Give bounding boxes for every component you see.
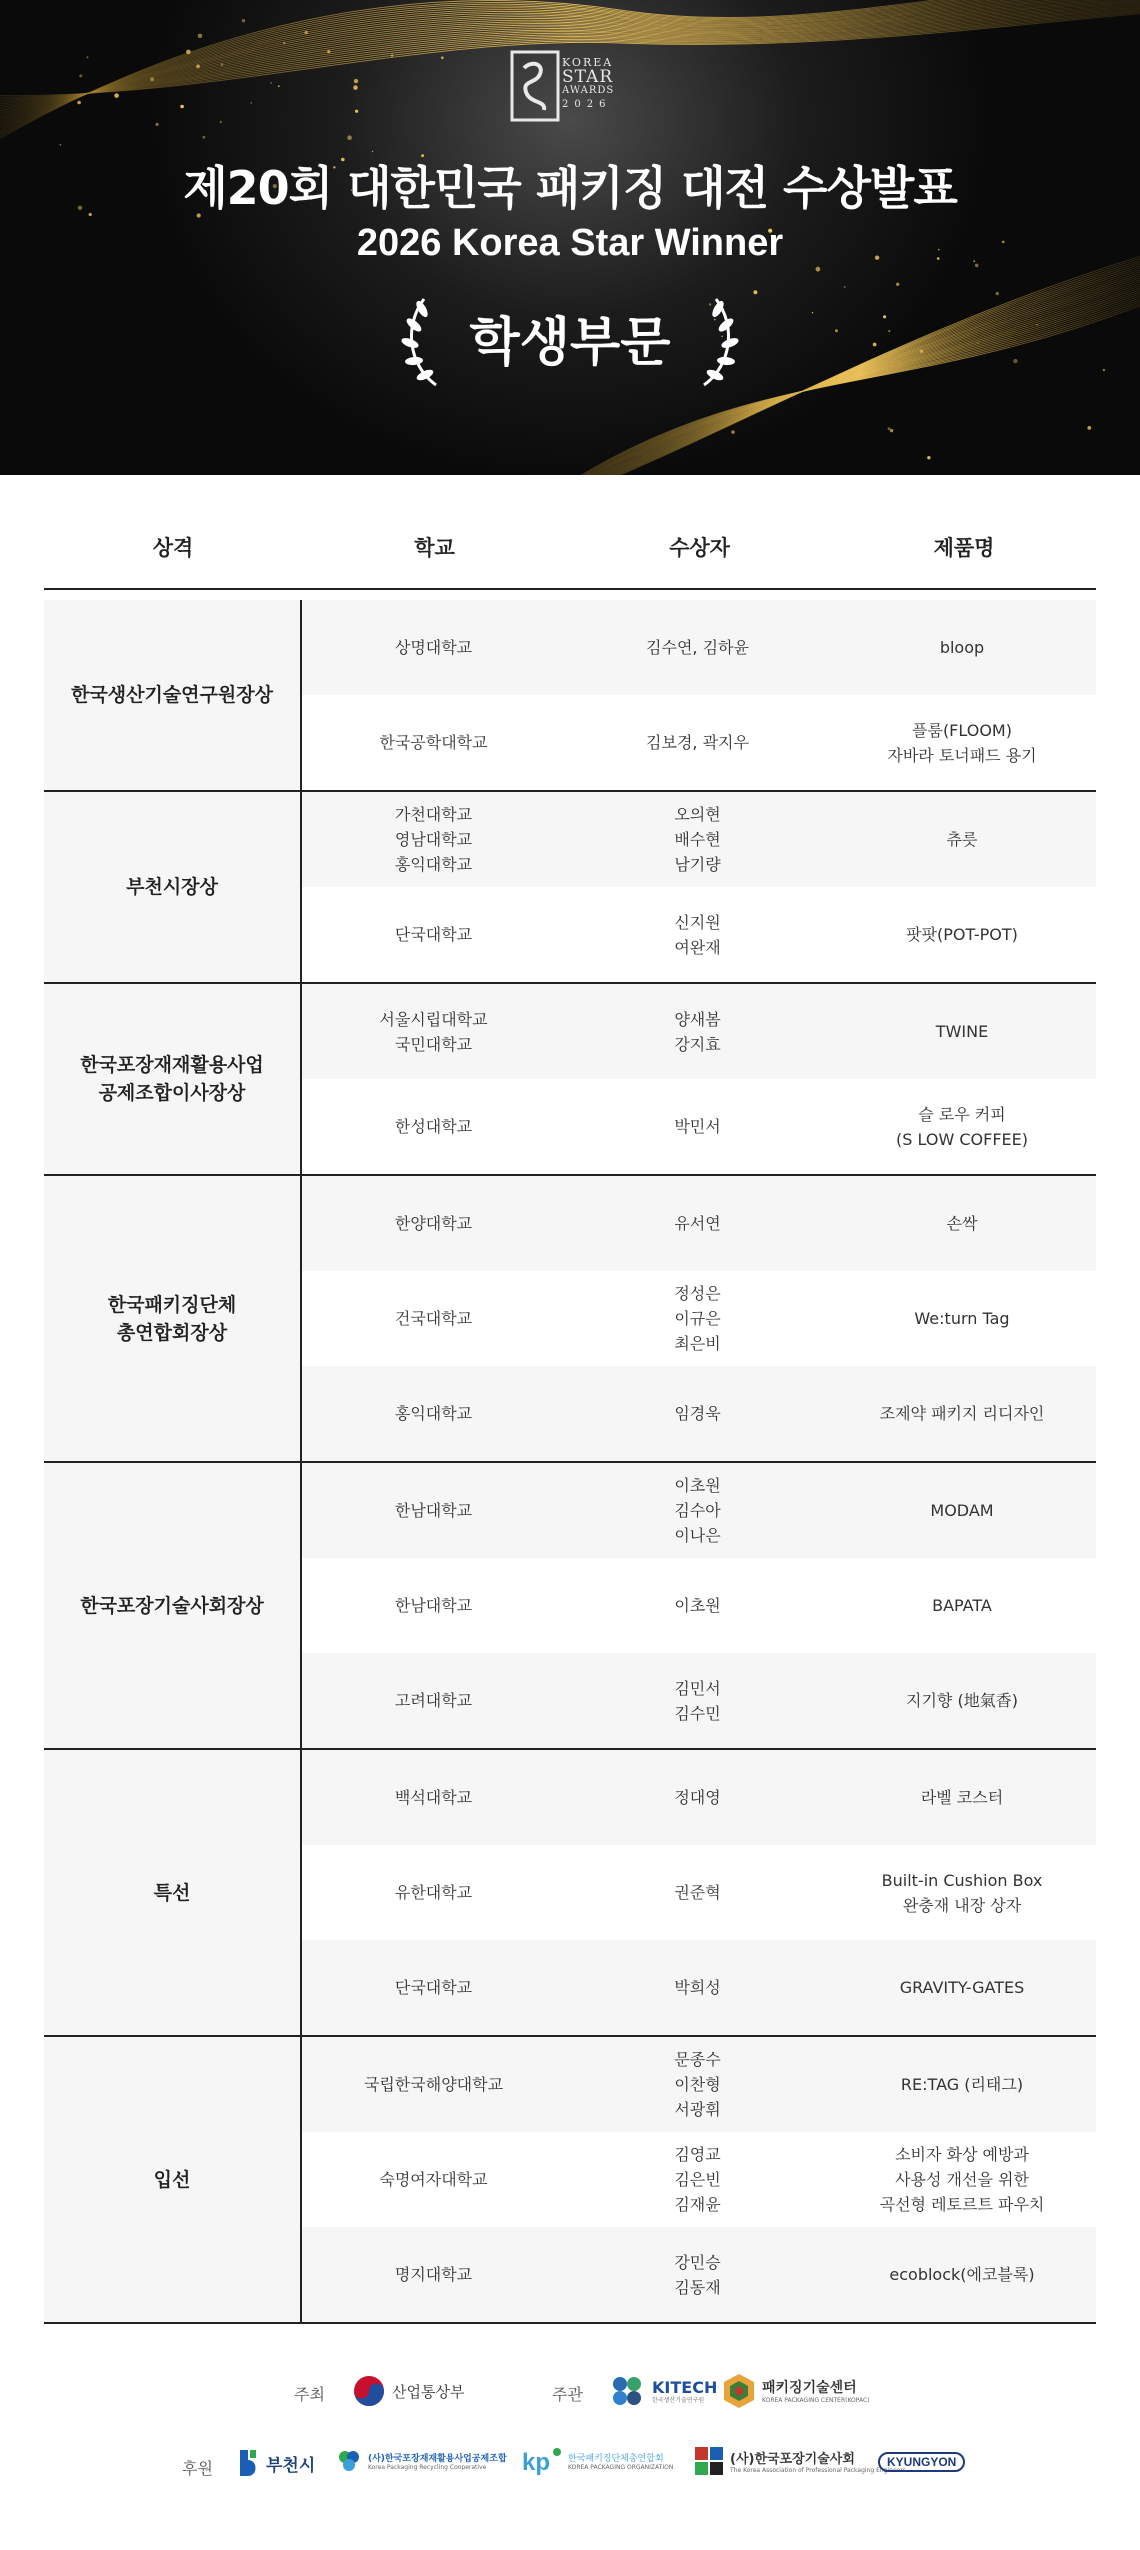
- kitech-icon: [608, 2372, 646, 2410]
- winner-cell: 이초원: [674, 1596, 721, 1615]
- sponsor-label: 후원: [182, 2459, 213, 2478]
- organizer-label: 주관: [552, 2385, 583, 2404]
- kyungyon-name: KYUNGYON: [887, 2455, 957, 2469]
- sparkle-dot: [186, 50, 191, 55]
- kpo-sub: KOREA PACKAGING ORGANIZATION: [568, 2463, 674, 2471]
- school-cell: 한국공학대학교: [379, 733, 488, 752]
- sparkle-dot: [888, 427, 891, 430]
- winner-cell: 권준혁: [674, 1883, 721, 1902]
- award-group: [44, 2037, 1096, 2324]
- product-cell: 팟팟(POT-POT): [906, 925, 1018, 944]
- school-cell: 고려대학교: [394, 1691, 473, 1710]
- school-cell: 숙명여자대학교: [379, 2170, 488, 2189]
- product-cell: Built-in Cushion Box 완충재 내장 상자: [881, 1870, 1043, 1915]
- sparkle-dot: [327, 50, 330, 53]
- sparkle-dot: [753, 290, 757, 294]
- kappe-icon: [694, 2446, 724, 2476]
- product-cell: MODAM: [930, 1501, 994, 1520]
- school-cell: 서울시립대학교 국민대학교: [379, 1009, 488, 1054]
- sparkle-dot: [391, 55, 393, 57]
- product-cell: 지기향 (地氣香): [906, 1691, 1018, 1710]
- sparkle-dot: [114, 93, 119, 98]
- school-cell: 건국대학교: [394, 1309, 473, 1328]
- sparkle-dot: [60, 144, 62, 146]
- table-row: [302, 600, 1096, 695]
- product-cell: RE:TAG (리태그): [900, 2075, 1024, 2094]
- sparkle-dot: [896, 283, 899, 286]
- header-winner: 수상자: [669, 535, 730, 560]
- taegeuk-icon: [352, 2374, 386, 2408]
- award-cell: 특선: [44, 1750, 302, 2035]
- table-body: [44, 600, 1096, 2324]
- school-cell: 단국대학교: [394, 1978, 473, 1997]
- sparkle-dot: [203, 136, 206, 139]
- sparkle-dot: [86, 56, 88, 58]
- footer-sponsors: [0, 2340, 1140, 2550]
- school-cell: 명지대학교: [394, 2265, 473, 2284]
- logo-text-year: 2026: [562, 99, 612, 110]
- product-cell: bloop: [939, 638, 985, 657]
- sponsor-kpo-logo: [522, 2446, 673, 2476]
- table-row: [302, 695, 1096, 790]
- bucheon-name: 부천시: [266, 2455, 316, 2476]
- header-school: 학교: [414, 535, 455, 560]
- kp-icon: [522, 2446, 562, 2476]
- star-emblem-icon: [510, 50, 560, 122]
- sparkle-dot: [392, 53, 393, 54]
- sparkle-dot: [844, 286, 846, 288]
- sparkle-dot: [278, 85, 280, 87]
- award-cell: 한국패키징단체 총연합회장상: [44, 1176, 302, 1461]
- winner-cell: 김수연, 김하윤: [646, 638, 749, 657]
- svg-text:kp: kp: [522, 2449, 551, 2476]
- sparkle-dot: [220, 121, 222, 123]
- organizer-kopac-logo: [722, 2372, 870, 2410]
- award-group: [44, 1750, 1096, 2037]
- school-cell: 백석대학교: [394, 1788, 473, 1807]
- kprc-sub: Korea Packaging Recycling Cooperative: [368, 2463, 487, 2471]
- product-cell: 조제약 패키지 리디자인: [879, 1404, 1045, 1423]
- winner-cell: 임경욱: [674, 1404, 721, 1423]
- table-row: [302, 887, 1096, 982]
- school-cell: 국립한국해양대학교: [363, 2075, 504, 2094]
- sparkle-dot: [731, 430, 734, 433]
- winner-cell: 신지원 여완재: [674, 912, 721, 957]
- table-row: [302, 2227, 1096, 2322]
- sparkle-dot: [353, 85, 358, 90]
- sparkle-dot: [1087, 426, 1091, 430]
- sparkle-dot: [283, 42, 285, 44]
- sponsor-kappe-logo: [694, 2446, 906, 2476]
- sparkle-dot: [890, 429, 893, 432]
- school-cell: 상명대학교: [394, 638, 473, 657]
- host-label: 주최: [294, 2385, 325, 2404]
- winner-cell: 오의현 배수현 남기량: [674, 805, 721, 874]
- logo-text-awards: AWARDS: [562, 85, 615, 96]
- product-cell: 슬 로우 커피 (S LOW COFFEE): [896, 1104, 1028, 1149]
- sparkle-dot: [927, 456, 930, 459]
- winner-cell: 유서연: [674, 1214, 721, 1233]
- winner-cell: 김영교 김은빈 김재윤: [674, 2145, 721, 2214]
- sparkle-dot: [198, 34, 203, 39]
- sparkle-dot: [996, 292, 999, 295]
- table-row: [302, 1079, 1096, 1174]
- kpo-name: 한국패키징단체총연합회: [568, 2453, 664, 2464]
- award-cell: 입선: [44, 2037, 302, 2322]
- table-row: [302, 1176, 1096, 1271]
- sparkle-dot: [271, 82, 272, 83]
- winners-table: [44, 505, 1096, 2324]
- school-cell: 유한대학교: [394, 1883, 473, 1902]
- school-cell: 가천대학교 영남대학교 홍익대학교: [394, 805, 473, 874]
- winner-cell: 이초원 김수아 이나은: [674, 1476, 721, 1545]
- table-row: [302, 792, 1096, 887]
- logo-text-korea: KOREA: [562, 56, 614, 69]
- product-cell: GRAVITY-GATES: [899, 1978, 1025, 1997]
- sponsor-bucheon-logo: [238, 2448, 315, 2478]
- sparkle-dot: [305, 31, 308, 34]
- kappe-name: (사)한국포장기술사회: [730, 2451, 855, 2467]
- product-cell: 라벨 코스터: [920, 1788, 1004, 1807]
- table-row: [302, 1366, 1096, 1461]
- division-title: 학생부문: [469, 313, 671, 373]
- product-cell: 손싹: [946, 1214, 978, 1233]
- bucheon-icon: [238, 2448, 260, 2478]
- host-logo: [352, 2374, 464, 2408]
- winner-cell: 문종수 이찬형 서광휘: [674, 2050, 721, 2119]
- sparkle-dot: [355, 110, 358, 113]
- product-cell: 츄릇: [946, 830, 978, 849]
- table-row: [302, 2132, 1096, 2227]
- school-cell: 한남대학교: [394, 1596, 473, 1615]
- sparkle-dot: [156, 123, 159, 126]
- product-cell: 소비자 화상 예방과 사용성 개선을 위한 곡선형 레토르트 파우치: [879, 2145, 1045, 2214]
- header-award: 상격: [152, 535, 194, 560]
- award-group: [44, 600, 1096, 792]
- school-cell: 홍익대학교: [394, 1404, 473, 1423]
- winner-cell: 정대영: [674, 1788, 721, 1807]
- organizer-kitech-logo: [608, 2372, 717, 2410]
- sparkle-dot: [441, 56, 444, 59]
- table-header: [44, 505, 1096, 590]
- winner-cell: 김민서 김수민: [674, 1678, 721, 1723]
- sponsor-kprc-logo: [336, 2448, 507, 2474]
- recycle-leaf-icon: [336, 2448, 362, 2474]
- winner-cell: 박희성: [674, 1978, 721, 1997]
- award-group: [44, 1176, 1096, 1463]
- laurel-right-icon: [696, 295, 742, 390]
- school-cell: 한남대학교: [394, 1501, 473, 1520]
- page-subtitle: 2026 Korea Star Winner: [356, 222, 784, 264]
- kprc-name: (사)한국포장재재활용사업공제조합: [368, 2453, 507, 2464]
- table-row: [302, 984, 1096, 1079]
- award-group: [44, 984, 1096, 1176]
- award-group: [44, 792, 1096, 984]
- award-cell: 한국생산기술연구원장상: [44, 600, 302, 790]
- sparkle-dot: [221, 63, 224, 66]
- kitech-sub: 한국생산기술연구원: [652, 2396, 705, 2404]
- sparkle-dot: [354, 79, 358, 83]
- header-product: 제품명: [933, 535, 995, 560]
- sparkle-dot: [196, 65, 200, 69]
- header-banner: [0, 0, 1140, 475]
- table-row: [302, 2037, 1096, 2132]
- sparkle-dot: [816, 267, 821, 272]
- school-cell: 한양대학교: [394, 1214, 473, 1233]
- kitech-name: KITECH: [652, 2377, 718, 2397]
- sparkle-dot: [77, 101, 81, 105]
- product-cell: BAPATA: [932, 1596, 992, 1615]
- table-row: [302, 1940, 1096, 2035]
- award-cell: 한국포장기술사회장상: [44, 1463, 302, 1748]
- award-cell: 부천시장상: [44, 792, 302, 982]
- award-cell: 한국포장재재활용사업 공제조합이사장상: [44, 984, 302, 1174]
- sparkle-dot: [242, 19, 245, 22]
- winner-cell: 양새봄 강지효: [674, 1009, 721, 1054]
- logo-text-star: STAR: [562, 67, 614, 87]
- winner-cell: 강민승 김동재: [674, 2252, 721, 2297]
- product-cell: 플룸(FLOOM) 자바라 토너패드 용기: [887, 720, 1037, 765]
- sparkle-dot: [79, 74, 82, 77]
- school-cell: 단국대학교: [394, 925, 473, 944]
- sponsor-kyungyon-logo: [878, 2452, 965, 2472]
- korea-star-awards-logo: [510, 50, 630, 122]
- page-title: 제20회 대한민국 패키징 대전 수상발표: [183, 161, 957, 215]
- winner-cell: 박민서: [674, 1117, 721, 1136]
- award-group: [44, 1463, 1096, 1750]
- product-cell: We:turn Tag: [914, 1309, 1010, 1328]
- kopac-sub: KOREA PACKAGING CENTER(KOPAC): [762, 2397, 870, 2404]
- table-row: [302, 1653, 1096, 1748]
- product-cell: TWINE: [935, 1022, 989, 1041]
- sparkle-dot: [180, 105, 184, 109]
- table-row: [302, 1463, 1096, 1558]
- kappe-sub: The Korea Association of Professional Packaging Engineers: [730, 2466, 906, 2474]
- sparkle-dot: [251, 102, 252, 103]
- winner-cell: 정성은 이규은 최은비: [674, 1284, 721, 1353]
- sparkle-dot: [150, 77, 154, 81]
- winner-cell: 김보경, 곽지우: [646, 733, 749, 752]
- product-cell: ecoblock(에코블록): [889, 2265, 1035, 2284]
- table-row: [302, 1558, 1096, 1653]
- kopac-hexagon-icon: [722, 2372, 756, 2410]
- kopac-name: 패키징기술센터: [762, 2380, 857, 2396]
- sparkle-dot: [347, 135, 352, 140]
- table-row: [302, 1271, 1096, 1366]
- school-cell: 한성대학교: [394, 1117, 473, 1136]
- table-row: [302, 1845, 1096, 1940]
- host-name: 산업통상부: [392, 2382, 465, 2401]
- table-row: [302, 1750, 1096, 1845]
